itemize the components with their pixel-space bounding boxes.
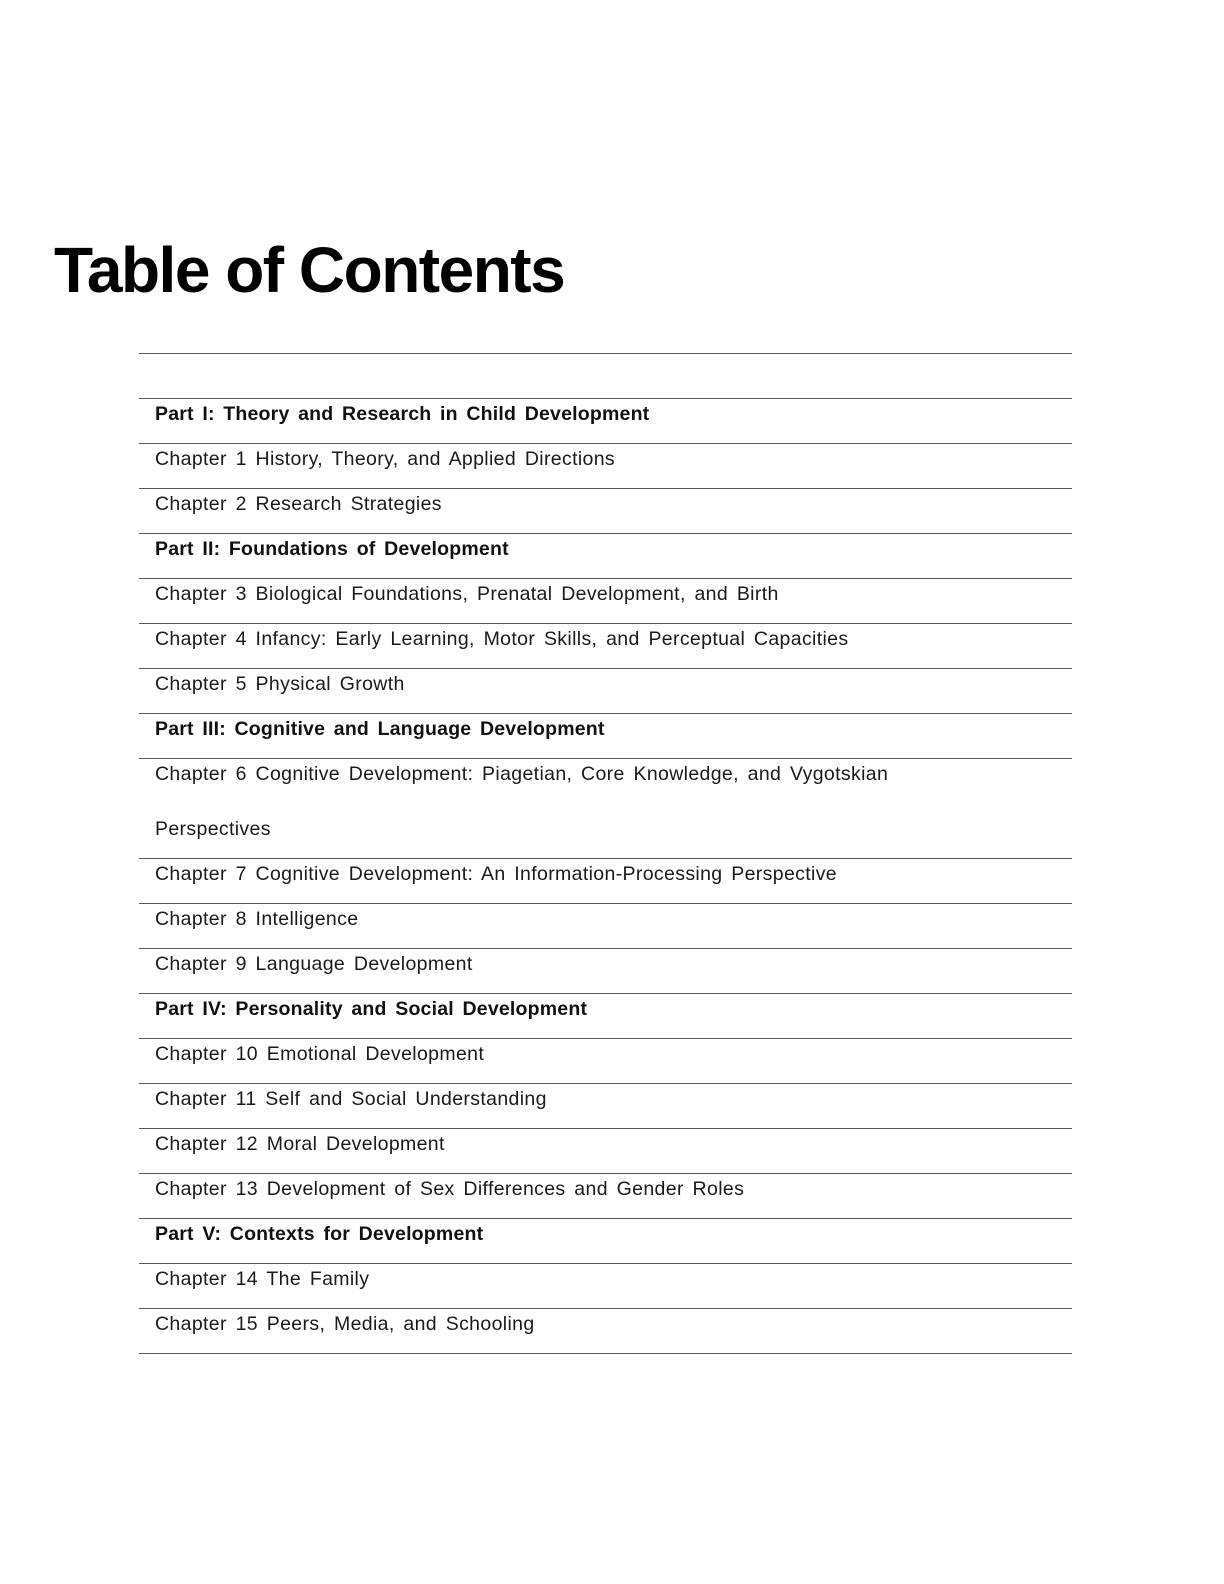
toc-header-spacer [139,354,1072,399]
toc-chapter-entry-line: Chapter 6 Cognitive Development: Piagetian, Core Knowledge, and Vygotskian [155,763,889,785]
toc-part-heading: Part II: Foundations of Development [139,534,1072,579]
toc-chapter-entry: Chapter 4 Infancy: Early Learning, Motor Skills, and Perceptual Capacities [139,624,1072,669]
toc-table [139,353,1072,1354]
toc-chapter-entry: Chapter 9 Language Development [139,949,1072,994]
toc-chapter-entry: Chapter 8 Intelligence [139,904,1072,949]
toc-chapter-entry-continuation: Perspectives [155,818,271,840]
toc-part-heading: Part IV: Personality and Social Development [139,994,1072,1039]
toc-chapter-entry: Chapter 11 Self and Social Understanding [139,1084,1072,1129]
toc-chapter-entry [139,759,1072,859]
toc-part-heading: Part III: Cognitive and Language Development [139,714,1072,759]
toc-part-heading: Part V: Contexts for Development [139,1219,1072,1264]
toc-chapter-entry: Chapter 1 History, Theory, and Applied Directions [139,444,1072,489]
toc-chapter-entry: Chapter 5 Physical Growth [139,669,1072,714]
toc-chapter-entry: Chapter 2 Research Strategies [139,489,1072,534]
toc-chapter-entry: Chapter 14 The Family [139,1264,1072,1309]
toc-chapter-entry: Chapter 10 Emotional Development [139,1039,1072,1084]
toc-chapter-entry: Chapter 12 Moral Development [139,1129,1072,1174]
toc-chapter-entry: Chapter 3 Biological Foundations, Prenatal Development, and Birth [139,579,1072,624]
toc-chapter-entry: Chapter 7 Cognitive Development: An Information-Processing Perspective [139,859,1072,904]
toc-chapter-entry: Chapter 13 Development of Sex Differences and Gender Roles [139,1174,1072,1219]
page-title: Table of Contents [54,234,565,306]
toc-part-heading: Part I: Theory and Research in Child Development [139,399,1072,444]
toc-chapter-entry: Chapter 15 Peers, Media, and Schooling [139,1309,1072,1354]
